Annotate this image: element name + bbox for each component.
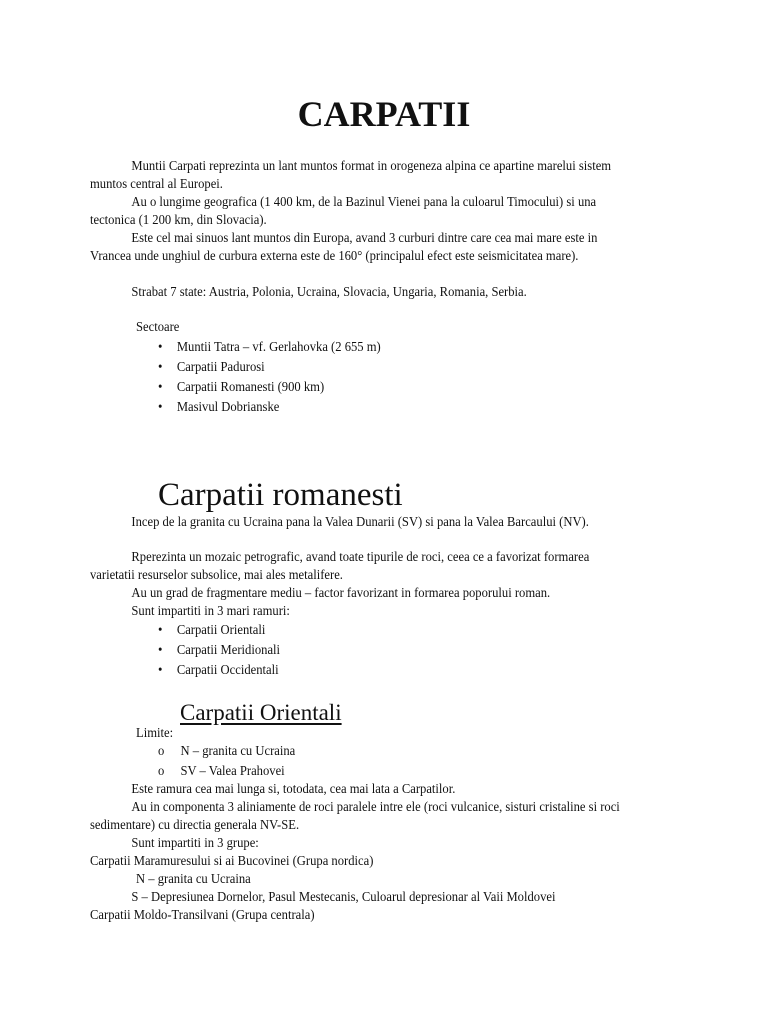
section-paragraph: Sunt impartiti in 3 grupe: [131, 836, 259, 851]
group-line: N – granita cu Ucraina [136, 872, 251, 887]
list-item [158, 763, 285, 781]
intro-paragraph: Strabat 7 state: Austria, Polonia, Ucraina, Slovacia, Ungaria, Romania, Serbia. [131, 285, 527, 300]
circle-bullet-icon: o [158, 744, 165, 759]
group-title: Carpatii Maramuresului si ai Bucovinei (Grupa nordica) [90, 854, 374, 869]
bullet-icon: • [158, 643, 163, 658]
intro-paragraph: Este cel mai sinuos lant muntos din Europa, avand 3 curburi dintre care cea mai mare este in Vrancea unde unghiul de curbura externa este de 160° (principalul efect este seismicitatea mare). [90, 231, 598, 264]
list-item [158, 743, 295, 761]
list-item [158, 622, 265, 640]
list-item-label: SV – Valea Prahovei [180, 764, 285, 779]
list-item-label: Carpatii Romanesti (900 km) [176, 380, 325, 395]
section-heading: Carpatii romanesti [158, 477, 403, 513]
list-item-label: Carpatii Meridionali [176, 643, 281, 658]
section-paragraph: Au un grad de fragmentare mediu – factor favorizant in formarea poporului roman. [131, 586, 551, 601]
list-item [158, 379, 324, 397]
section-paragraph: Este ramura cea mai lunga si, totodata, cea mai lata a Carpatilor. [131, 782, 456, 797]
list-item [158, 339, 381, 357]
list-item-label: N – granita cu Ucraina [180, 744, 296, 759]
list-item-label: Carpatii Occidentali [176, 663, 279, 678]
list-item-label: Carpatii Padurosi [176, 360, 265, 375]
bullet-icon: • [158, 623, 163, 638]
list-item [158, 662, 279, 680]
bullet-icon: • [158, 340, 163, 355]
bullet-icon: • [158, 663, 163, 678]
bullet-icon: • [158, 400, 163, 415]
circle-bullet-icon: o [158, 764, 165, 779]
section-paragraph: Incep de la granita cu Ucraina pana la Valea Dunarii (SV) si pana la Valea Barcaului (NV). [131, 515, 589, 530]
bullet-icon: • [158, 380, 163, 395]
group-title: Carpatii Moldo-Transilvani (Grupa centrala) [90, 908, 315, 923]
document-title: CARPATII [297, 94, 471, 134]
list-item [158, 399, 279, 417]
list-item-label: Muntii Tatra – vf. Gerlahovka (2 655 m) [176, 340, 381, 355]
group-line: S – Depresiunea Dornelor, Pasul Mestecanis, Culoarul depresionar al Vaii Moldovei [131, 890, 556, 905]
section-paragraph: Rperezinta un mozaic petrografic, avand toate tipurile de roci, ceea ce a favorizat formarea varietatii resurselor subsolice, mai ales metalifere. [90, 550, 590, 583]
bullet-icon: • [158, 360, 163, 375]
intro-paragraph: Au o lungime geografica (1 400 km, de la Bazinul Vienei pana la culoarul Timocului) si una tectonica (1 200 km, din Slovacia). [90, 195, 597, 228]
limits-label: Limite: [136, 726, 174, 741]
list-item [158, 642, 280, 660]
intro-paragraph: Muntii Carpati reprezinta un lant muntos format in orogeneza alpina ce apartine marelui sistem muntos central al Europei. [90, 159, 612, 192]
section-paragraph: Sunt impartiti in 3 mari ramuri: [131, 604, 290, 619]
list-item-label: Carpatii Orientali [176, 623, 266, 638]
subsection-heading: Carpatii Orientali [180, 700, 342, 725]
section-paragraph: Au in componenta 3 aliniamente de roci paralele intre ele (roci vulcanice, sisturi cristaline si roci sedimentare) cu directia generala NV-SE. [90, 800, 620, 833]
list-item-label: Masivul Dobrianske [176, 400, 280, 415]
sectors-label: Sectoare [136, 320, 180, 335]
list-item [158, 359, 265, 377]
